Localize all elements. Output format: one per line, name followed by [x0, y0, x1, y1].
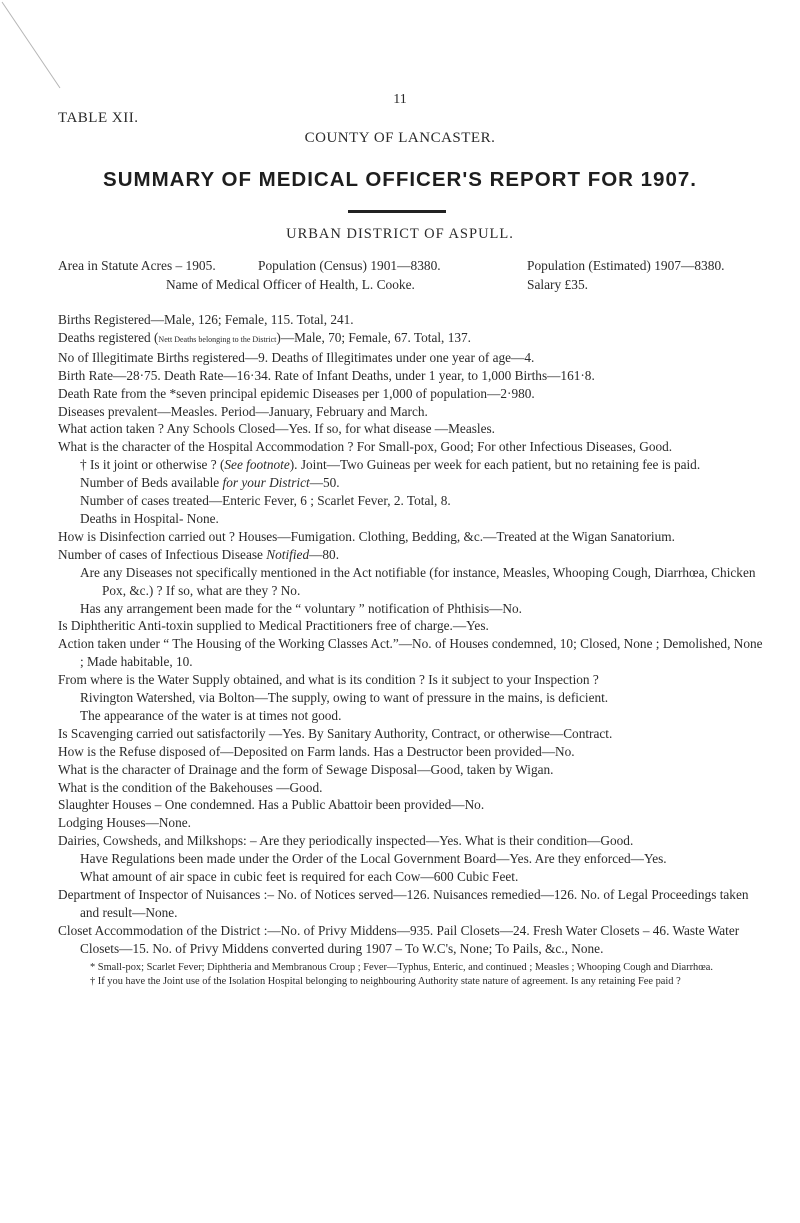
population-estimated: Population (Estimated) 1907—8380.	[527, 258, 725, 273]
not-specified-line: Are any Diseases not specifically mentioned in the Act notifiable (for instance, Measles, Whooping Cough, Diarrhœa, Chicken Pox, &c.) ? If so, what are they ? No.	[80, 564, 756, 598]
disinfection-line: How is Disinfection carried out ? Houses—Fumigation. Clothing, Bedding, &c.—Treated at the Wigan Sanatorium.	[58, 528, 675, 544]
page-title: SUMMARY OF MEDICAL OFFICER'S REPORT FOR 1907.	[103, 168, 697, 191]
district-heading: URBAN DISTRICT OF ASPULL.	[286, 226, 514, 242]
deaths-note: Nett Deaths belonging to the District	[158, 334, 277, 344]
county-heading: COUNTY OF LANCASTER.	[304, 130, 496, 146]
phthisis-line: Has any arrangement been made for the “ voluntary ” notification of Phthisis—No.	[80, 600, 522, 616]
scan-edge-line	[0, 0, 120, 90]
table-label: TABLE XII.	[58, 110, 139, 126]
illegitimate-line: No of Illegitimate Births registered—9. Deaths of Illegitimates under one year of age—4.	[58, 349, 535, 365]
slaughter-line: Slaughter Houses – One condemned. Has a Public Abattoir been provided—No.	[58, 797, 485, 813]
dairies-line: Dairies, Cowsheds, and Milkshops: – Are they periodically inspected—Yes. What is their condition—Good.	[58, 833, 634, 849]
bakehouses-line: What is the condition of the Bakehouses —Good.	[58, 779, 323, 795]
antitoxin-line: Is Diphtheritic Anti-toxin supplied to Medical Practitioners free of charge.—Yes.	[58, 618, 489, 634]
water-appearance-line: The appearance of the water is at times not good.	[80, 707, 342, 723]
population-census: Population (Census) 1901—8380.	[258, 258, 441, 273]
page-number: 11	[393, 92, 407, 107]
air-space-line: What amount of air space in cubic feet is required for each Cow—600 Cubic Feet.	[80, 869, 519, 885]
lodging-line: Lodging Houses—None.	[58, 815, 191, 831]
footnote-diseases: * Small-pox; Scarlet Fever; Diphtheria and Membranous Croup ; Fever—Typhus, Enteric, and continued ; Measles ; Whooping Cough and Diarrhœa.	[90, 961, 713, 973]
regulations-line: Have Regulations been made under the Order of the Local Government Board—Yes. Are they enforced—Yes.	[80, 851, 667, 867]
water-answer-line: Rivington Watershed, via Bolton—The supply, owing to want of pressure in the mains, is deficient.	[80, 690, 609, 706]
area-text: Area in Statute Acres – 1905.	[58, 258, 216, 273]
deaths-line: Deaths registered (Nett Deaths belonging to the District)—Male, 70; Female, 67. Total, 137.	[58, 329, 471, 345]
report-body	[58, 311, 766, 989]
nuisances-line: Department of Inspector of Nuisances :– No. of Notices served—126. Nuisances remedied—126. No. of Legal Proceedings taken and result—None.	[58, 887, 749, 920]
officer-name: Name of Medical Officer of Health, L. Cooke.	[166, 277, 415, 292]
notified-line: Number of cases of Infectious Disease Notified—80.	[58, 546, 340, 562]
hospital-deaths-line: Deaths in Hospital- None.	[80, 510, 219, 526]
treated-line: Number of cases treated—Enteric Fever, 6 ; Scarlet Fever, 2. Total, 8.	[80, 493, 451, 509]
closets-line: Closet Accommodation of the District :—No. of Privy Middens—935. Pail Closets—24. Fresh Water Closets – 46. Waste Water Closets—15. No. of Privy Middens converted during 1907 – To W.C's, None; To Pails, &c., None.	[58, 922, 740, 956]
scavenging-line: Is Scavenging carried out satisfactorily —Yes. By Sanitary Authority, Contract, or otherwise—Contract.	[58, 725, 613, 741]
hospital-line: What is the character of the Hospital Accommodation ? For Small-pox, Good; For other Infectious Diseases, Good.	[58, 439, 673, 455]
epidemic-line: Death Rate from the *seven principal epidemic Diseases per 1,000 of population—2·980.	[58, 385, 535, 401]
title-rule	[348, 210, 446, 213]
births-line: Births Registered—Male, 126; Female, 115. Total, 241.	[58, 312, 354, 327]
action-line: What action taken ? Any Schools Closed—Yes. If so, for what disease —Measles.	[58, 421, 495, 437]
joint-line: † Is it joint or otherwise ? (See footnote). Joint—Two Guineas per week for each patient, but no retaining fee is paid.	[80, 457, 701, 473]
beds-line: Number of Beds available for your District—50.	[80, 475, 340, 491]
housing-line: Action taken under “ The Housing of the Working Classes Act.”—No. of Houses condemned, 10; Closed, None ; Demolished, None ; Made habitable, 10.	[58, 636, 763, 670]
salary-text: Salary £35.	[527, 277, 588, 292]
water-question-line: From where is the Water Supply obtained, and what is its condition ? Is it subject to your Inspection ?	[58, 672, 599, 688]
footnote-joint: † If you have the Joint use of the Isolation Hospital belonging to neighbouring Authority state nature of agreement. Is any retaining Fee paid ?	[90, 976, 681, 988]
drainage-line: What is the character of Drainage and the form of Sewage Disposal—Good, taken by Wigan.	[58, 761, 554, 777]
rates-line: Birth Rate—28·75. Death Rate—16·34. Rate of Infant Deaths, under 1 year, to 1,000 Births—161·8.	[58, 367, 595, 383]
prevalent-line: Diseases prevalent—Measles. Period—January, February and March.	[58, 403, 428, 419]
refuse-line: How is the Refuse disposed of—Deposited on Farm lands. Has a Destructor been provided—No.	[58, 743, 575, 759]
